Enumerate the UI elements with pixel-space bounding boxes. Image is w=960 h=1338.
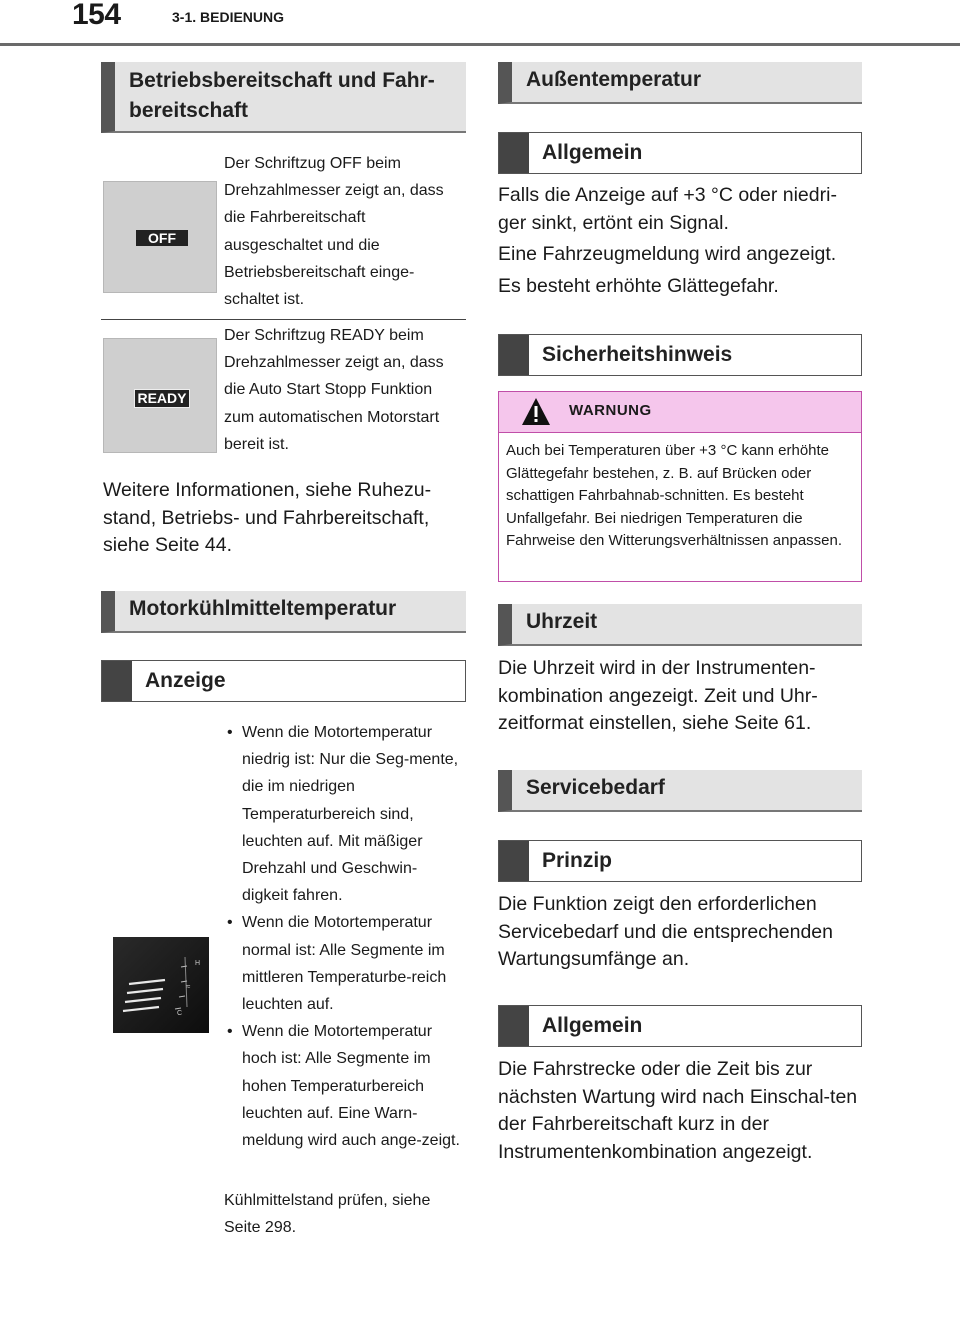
section-title: Betriebsbereitschaft und Fahr-bereitschaft [129, 69, 435, 122]
ready-description: Der Schriftzug READY beim Drehzahlmesser zeigt an, dass die Auto Start Stopp Funktion zum automatischen Motorstart bereit ist. [224, 327, 444, 453]
section-heading-uhrzeit [498, 604, 862, 646]
subheading-anzeige [101, 660, 466, 702]
subheading-title: Sicherheitshinweis [542, 343, 733, 366]
temperature-gauge-image [113, 937, 209, 1033]
section-heading-betriebsbereitschaft [101, 62, 466, 133]
subheading-title: Anzeige [145, 669, 226, 692]
divider [101, 319, 466, 320]
list-item: • Wenn die Motortemperatur hoch ist: Alle Segmente im hohen Temperaturbereich leuchten auf. Eine Warn-meldung wird auch ange-zeigt. [227, 1018, 463, 1154]
paragraph: Es besteht erhöhte Glättegefahr. [498, 274, 779, 297]
warning-text: Auch bei Temperaturen über +3 °C kann erhöhte Glättegefahr bestehen, z. B. auf Brücken oder schattigen Fahrbahnab-schnitten. Es besteht Unfallgefahr. Bei niedrigen Temperaturen die Fahrweise den Witterungsverhältnissen anpassen. [506, 442, 843, 550]
chapter-title: 3-1. BEDIENUNG [172, 9, 285, 25]
gauge-hot-label: H [195, 960, 201, 967]
section-title: Servicebedarf [526, 776, 665, 799]
warning-header [499, 392, 861, 433]
section-title: Außentemperatur [526, 68, 702, 91]
subheading-prinzip [498, 840, 862, 882]
off-lamp: OFF [136, 230, 188, 246]
ready-indicator-image [103, 338, 217, 453]
service-principle-text: Die Funktion zeigt den erforderlichen Servicebedarf und die entsprechenden Wartungsumfänge an. [498, 893, 833, 970]
subheading-tab [499, 133, 529, 173]
off-description: Der Schriftzug OFF beim Drehzahlmesser zeigt an, dass die Fahrbereitschaft ausgeschaltet und die Betriebsbereitschaft einge-schaltet ist. [224, 155, 444, 309]
ready-lamp: READY [134, 389, 190, 408]
coolant-thermometer-icon: ≈ [186, 982, 191, 991]
subheading-title: Allgemein [542, 141, 643, 164]
gauge-graphic [113, 937, 209, 1033]
warning-triangle-icon [521, 397, 551, 426]
clock-text: Die Uhrzeit wird in der Instrumenten-kombination angezeigt. Zeit und Uhr-zeitformat einstellen, siehe Seite 61. [498, 657, 818, 734]
list-item: • Wenn die Motortemperatur normal ist: Alle Segmente im mittleren Temperaturbe-reich leuchten auf. [227, 909, 463, 1018]
page-number: 154 [72, 0, 121, 31]
subheading-tab [499, 335, 529, 375]
gauge-cold-label: C [177, 1010, 183, 1017]
section-heading-servicebedarf [498, 770, 862, 812]
more-info-text: Weitere Informationen, siehe Ruhezu-stand, Betriebs- und Fahrbereitschaft, siehe Seite 44. [103, 479, 432, 556]
subheading-title: Allgemein [542, 1014, 643, 1037]
section-heading-kuehlmittel [101, 591, 466, 633]
section-heading-aussentemperatur [498, 62, 862, 104]
subheading-tab [499, 1006, 529, 1046]
outside-temp-text [498, 182, 860, 300]
temperature-bullet-list [227, 719, 463, 1154]
service-general-text: Die Fahrstrecke oder die Zeit bis zur nächsten Wartung wird nach Einschal-ten der Fahrbereitschaft kurz in der Instrumentenkombination angezeigt. [498, 1058, 858, 1163]
warning-title: WARNUNG [569, 402, 652, 419]
subheading-sicherheitshinweis [498, 334, 862, 376]
subheading-title: Prinzip [542, 849, 613, 872]
paragraph: Falls die Anzeige auf +3 °C oder niedri-ger sinkt, ertönt ein Signal. [498, 184, 837, 234]
list-item: • Wenn die Motortemperatur niedrig ist: Nur die Seg-mente, die im niedrigen Temperaturbereich sind, leuchten auf. Mit mäßiger Drehzahl und Geschwin-digkeit fahren. [227, 719, 463, 909]
subheading-allgemein-service [498, 1005, 862, 1047]
subheading-allgemein [498, 132, 862, 174]
subheading-tab [102, 661, 132, 701]
subheading-tab [499, 841, 529, 881]
section-title: Motorkühlmitteltemperatur [129, 597, 397, 620]
coolant-check-text: Kühlmittelstand prüfen, siehe Seite 298. [224, 1192, 431, 1237]
header-divider [0, 43, 960, 46]
off-indicator-image [103, 181, 217, 293]
paragraph: Eine Fahrzeugmeldung wird angezeigt. [498, 243, 837, 265]
section-title: Uhrzeit [526, 610, 598, 633]
warning-box [498, 391, 862, 582]
